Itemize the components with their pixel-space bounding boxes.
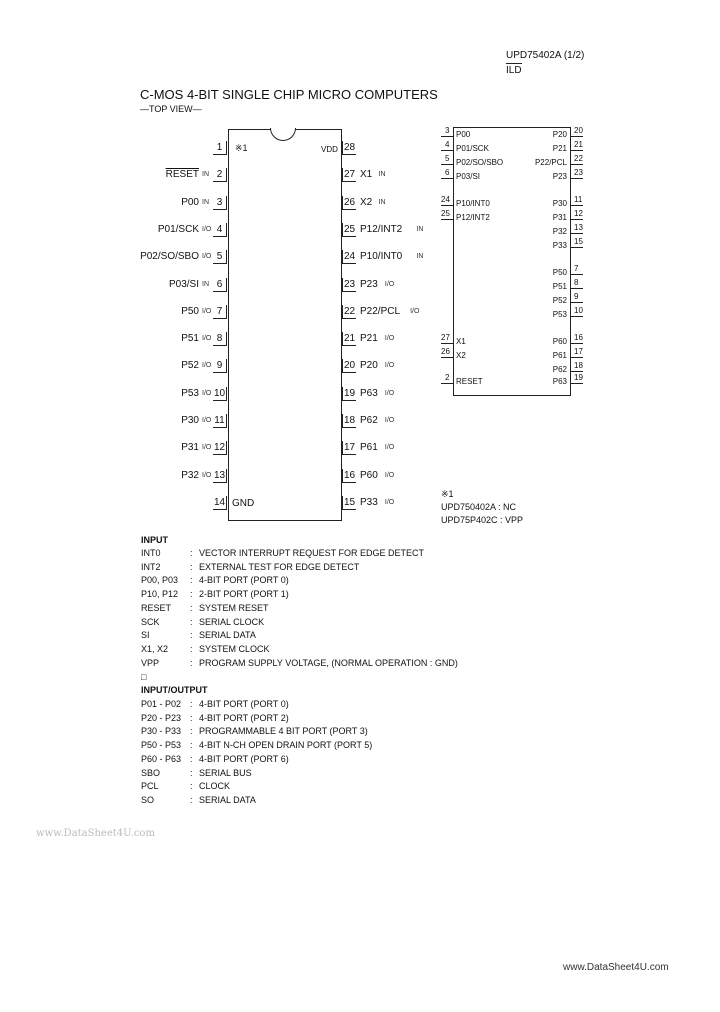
logic-pin-label: P01/SCK <box>456 144 489 153</box>
glossary-key: SI <box>141 630 150 641</box>
logic-pin-num: 8 <box>574 278 579 287</box>
chip-pin-dir: I/O <box>202 307 212 315</box>
logic-pin-label: P33 <box>552 241 567 250</box>
glossary-value: 4-BIT N-CH OPEN DRAIN PORT (PORT 5) <box>199 740 373 751</box>
logic-pin-num: 2 <box>445 373 450 382</box>
chip-pin-dir: I/O <box>410 307 420 315</box>
glossary-colon: : <box>190 630 193 641</box>
glossary-colon: : <box>190 575 193 586</box>
glossary-key: INT0 <box>141 548 161 558</box>
glossary-value: 4-BIT PORT (PORT 2) <box>199 712 289 723</box>
logic-pin-line <box>571 136 583 137</box>
logic-pin-line <box>571 316 583 317</box>
chip-pin-dir: IN <box>378 198 386 206</box>
logic-pin-label: X1 <box>456 337 466 346</box>
chip-pin-8: 8 <box>213 332 227 346</box>
chip-pin-dir: I/O <box>202 253 212 261</box>
logic-pin-line <box>571 371 583 372</box>
logic-pin-label: P62 <box>552 365 567 374</box>
part-sub: ILD <box>506 65 522 76</box>
chip-pin-dir: I/O <box>202 471 212 479</box>
logic-pin-num: 4 <box>445 140 450 149</box>
chip-pin-9: 9 <box>213 359 227 373</box>
glossary-value: 4-BIT PORT (PORT 0) <box>199 575 289 586</box>
glossary-colon: : <box>190 740 193 751</box>
logic-pin-line <box>441 136 453 137</box>
logic-pin-label: P50 <box>552 268 567 277</box>
logic-pin-line <box>571 233 583 234</box>
glossary-key: INT2 <box>141 561 161 572</box>
logic-pin-num: 26 <box>441 347 450 356</box>
chip-pin-dir: I/O <box>202 417 212 424</box>
logic-pin-num: 15 <box>574 237 583 246</box>
glossary-value: 2-BIT PORT (PORT 1) <box>199 589 289 600</box>
chip-pin-19: 19 <box>343 387 356 399</box>
chip-pin-20: 20 <box>343 360 356 372</box>
chip-pin-11: 11 <box>213 414 227 428</box>
chip-pin-10: 10 <box>213 387 226 399</box>
glossary-row <box>141 713 581 726</box>
glossary-row <box>141 768 581 781</box>
logic-pin-label: P10/INT0 <box>456 199 490 208</box>
glossary-colon: : <box>190 616 193 627</box>
logic-pin-label: RESET <box>456 377 483 386</box>
logic-pin-line <box>571 150 583 151</box>
chip-pin-label: X1 <box>360 169 373 181</box>
spacer-mark: □ <box>141 672 147 682</box>
glossary-row <box>141 575 581 588</box>
chip-pin-label: P50 <box>181 305 199 317</box>
glossary-row <box>141 726 581 739</box>
glossary-value: SERIAL DATA <box>199 794 256 805</box>
logic-pin-label: P32 <box>552 227 567 236</box>
chip-pin-16: 16 <box>343 469 356 481</box>
chip-pin-label: P51 <box>181 333 199 345</box>
logic-pin-label: P21 <box>552 144 567 153</box>
chip-pin-dir: IN <box>202 198 209 206</box>
logic-pin-line <box>571 247 583 248</box>
glossary-key: P10, P12 <box>141 589 179 600</box>
chip-pin-6: 6 <box>213 278 227 292</box>
logic-pin-num: 18 <box>574 361 583 370</box>
chip-pin-dir: I/O <box>202 335 212 343</box>
logic-pin-num: 22 <box>574 154 583 163</box>
glossary-value: SERIAL DATA <box>199 630 256 641</box>
glossary-row <box>141 630 581 643</box>
glossary-value: 4-BIT PORT (PORT 0) <box>199 699 289 709</box>
logic-pin-num: 17 <box>574 347 583 356</box>
logic-pin-num: 3 <box>445 126 450 135</box>
part-number: UPD75402A (1/2) <box>506 50 585 61</box>
chip-pin-label: P21 <box>360 333 378 345</box>
glossary-colon: : <box>190 794 193 805</box>
logic-pin-label: P60 <box>552 337 567 346</box>
glossary-colon: : <box>190 589 193 600</box>
pin1-note: ※1 <box>235 143 248 153</box>
chip-pin-label: X2 <box>360 196 373 208</box>
glossary-value: SYSTEM CLOCK <box>199 643 270 654</box>
logic-pin-line <box>441 150 453 151</box>
glossary-key: P00, P03 <box>141 575 179 586</box>
chip-pin-5: 5 <box>213 250 227 264</box>
logic-pin-line <box>571 288 583 289</box>
logic-pin-num: 27 <box>441 333 450 342</box>
logic-pin-line <box>441 164 453 165</box>
chip-pin-dir: I/O <box>202 225 212 233</box>
chip-pin-dir: I/O <box>384 362 395 370</box>
chip-pin-25: 25 <box>343 223 356 235</box>
glossary-row <box>141 603 581 616</box>
vdd-label: VDD <box>321 145 338 154</box>
chip-pin-label: P33 <box>360 496 378 508</box>
chip-pin-4: 4 <box>213 223 227 237</box>
glossary-colon: : <box>190 726 193 737</box>
glossary-key: X1, X2 <box>141 643 169 654</box>
chip-pin-label: P01/SCK <box>157 223 199 235</box>
chip-pin-dir: I/O <box>202 362 212 370</box>
logic-pin-line <box>571 343 583 344</box>
chip-pin-dir: I/O <box>384 444 395 452</box>
chip-pin-label: P23 <box>360 278 378 290</box>
note-mark: ※1 <box>441 489 454 499</box>
note-line1: UPD750402A : NC <box>441 502 517 512</box>
chip-pin-label: P20 <box>360 360 378 372</box>
logic-pin-line <box>571 357 583 358</box>
logic-pin-num: 9 <box>574 292 579 301</box>
glossary-key: SBO <box>141 767 161 778</box>
glossary-key: P01 - P02 <box>141 699 182 709</box>
glossary-row <box>141 589 581 602</box>
logic-pin-num: 21 <box>574 140 583 149</box>
chip-pin-label: P00 <box>181 196 199 208</box>
note-line2: UPD75P402C : VPP <box>441 515 524 525</box>
glossary-key: VPP <box>141 657 160 668</box>
watermark-mid: www.DataSheet4U.com <box>36 828 155 839</box>
chip-pin-label: P63 <box>360 387 378 399</box>
dip-package <box>228 129 342 521</box>
chip-pin-dir: IN <box>202 280 209 288</box>
glossary-colon: : <box>190 699 193 709</box>
glossary-value: CLOCK <box>199 781 231 792</box>
glossary-row <box>141 740 581 753</box>
watermark-foot: www.DataSheet4U.com <box>563 962 669 973</box>
chip-pin-26: 26 <box>343 196 356 208</box>
chip-pin-18: 18 <box>343 415 356 426</box>
chip-pin-dir: I/O <box>384 417 395 424</box>
glossary-value: PROGRAMMABLE 4 BIT PORT (PORT 3) <box>199 726 368 737</box>
chip-pin-label: P32 <box>181 469 199 481</box>
chip-pin-14: 14 <box>213 496 226 508</box>
glossary-key: SCK <box>141 616 160 627</box>
logic-pin-label: P61 <box>552 351 567 360</box>
glossary-colon: : <box>190 781 193 792</box>
logic-pin-line <box>441 383 453 384</box>
chip-pin-label: P30 <box>181 415 199 426</box>
glossary-key: RESET <box>141 602 172 613</box>
glossary-row <box>141 617 581 630</box>
page-title: C-MOS 4-BIT SINGLE CHIP MICRO COMPUTERS <box>140 87 438 102</box>
chip-pin-label: P60 <box>360 469 378 481</box>
glossary-key: P20 - P23 <box>141 712 182 723</box>
logic-pin-label: P00 <box>456 130 471 139</box>
glossary-value: 4-BIT PORT (PORT 6) <box>199 753 289 764</box>
logic-pin-line <box>441 219 453 220</box>
logic-pin-num: 25 <box>441 209 450 218</box>
logic-pin-label: P30 <box>552 199 567 208</box>
chip-pin-3: 3 <box>213 196 227 210</box>
logic-pin-num: 11 <box>574 195 583 204</box>
logic-pin-label: P23 <box>552 172 567 181</box>
logic-pin-line <box>571 205 583 206</box>
chip-pin-dir: I/O <box>202 389 212 397</box>
glossary-key: SO <box>141 794 155 805</box>
logic-pin-num: 7 <box>574 264 579 273</box>
logic-pin-num: 13 <box>574 223 583 232</box>
chip-pin-7: 7 <box>213 305 227 319</box>
logic-pin-line <box>441 343 453 344</box>
glossary-key: P50 - P53 <box>141 740 182 751</box>
logic-pin-num: 19 <box>574 373 583 382</box>
chip-pin-label: P62 <box>360 415 378 426</box>
logic-pin-line <box>441 205 453 206</box>
input-heading: INPUT <box>141 535 168 545</box>
logic-pin-num: 23 <box>574 168 583 177</box>
chip-pin-dir: I/O <box>202 444 212 452</box>
chip-pin-17: 17 <box>343 442 356 454</box>
logic-pin-line <box>571 302 583 303</box>
logic-pin-num: 6 <box>445 168 450 177</box>
logic-pin-label: P31 <box>552 213 567 222</box>
chip-pin-label: P61 <box>360 442 378 454</box>
chip-pin-13: 13 <box>213 469 226 481</box>
glossary-colon: : <box>190 548 193 558</box>
chip-pin-dir: IN <box>416 225 424 233</box>
chip-pin-dir: I/O <box>384 335 395 343</box>
chip-pin-label: P12/INT2 <box>360 223 403 235</box>
chip-pin-dir: I/O <box>384 471 395 479</box>
chip-pin-dir: IN <box>378 171 386 179</box>
glossary-key: P60 - P63 <box>141 753 182 764</box>
glossary-value: EXTERNAL TEST FOR EDGE DETECT <box>199 561 360 572</box>
chip-pin-21: 21 <box>343 333 356 345</box>
logic-pin-line <box>571 219 583 220</box>
chip-pin-15: 15 <box>343 496 356 508</box>
logic-pin-label: P02/SO/SBO <box>456 158 504 167</box>
glossary-colon: : <box>190 561 193 572</box>
glossary-row <box>141 548 581 561</box>
logic-pin-label: P22/PCL <box>534 158 567 167</box>
glossary-value: SERIAL CLOCK <box>199 616 265 627</box>
glossary-value: SERIAL BUS <box>199 767 252 778</box>
glossary-colon: : <box>190 602 193 613</box>
glossary-value: VECTOR INTERRUPT REQUEST FOR EDGE DETECT <box>199 548 425 558</box>
logic-pin-num: 5 <box>445 154 450 163</box>
glossary-row <box>141 781 581 794</box>
chip-pin-12: 12 <box>213 442 226 454</box>
logic-pin-num: 10 <box>574 306 583 315</box>
glossary-row <box>141 562 581 575</box>
logic-pin-label: P63 <box>552 377 567 386</box>
logic-pin-line <box>571 274 583 275</box>
logic-pin-label: P20 <box>552 130 567 139</box>
logic-pin-label: P03/SI <box>456 172 481 181</box>
glossary-colon: : <box>190 643 193 654</box>
chip-pin-label: P52 <box>181 360 199 372</box>
glossary-row <box>141 754 581 767</box>
glossary-colon: : <box>190 753 193 764</box>
glossary-colon: : <box>190 657 193 668</box>
chip-pin-label: P22/PCL <box>360 305 401 317</box>
glossary-colon: : <box>190 767 193 778</box>
logic-pin-num: 20 <box>574 126 583 135</box>
chip-pin-1: 1 <box>213 141 227 155</box>
chip-pin-dir: I/O <box>384 498 395 506</box>
logic-pin-num: 16 <box>574 333 583 342</box>
logic-pin-label: P12/INT2 <box>456 213 490 222</box>
logic-pin-line <box>441 357 453 358</box>
chip-pin-dir: I/O <box>384 280 395 288</box>
glossary-row <box>141 644 581 657</box>
chip-pin-dir: IN <box>202 171 209 179</box>
chip-pin-2: 2 <box>213 168 227 182</box>
logic-pin-line <box>571 178 583 179</box>
logic-pin-line <box>571 164 583 165</box>
logic-pin-label: X2 <box>456 351 466 360</box>
chip-pin-label: P10/INT0 <box>360 251 403 263</box>
chip-pin-label: P53 <box>181 387 199 399</box>
glossary-row <box>141 699 581 712</box>
gnd-label: GND <box>232 498 255 509</box>
logic-pin-line <box>441 178 453 179</box>
io-heading: INPUT/OUTPUT <box>141 685 208 695</box>
glossary-row <box>141 658 581 671</box>
chip-pin-label: P02/SO/SBO <box>140 251 199 263</box>
chip-pin-22: 22 <box>343 305 356 317</box>
chip-pin-28: 28 <box>343 142 356 153</box>
logic-pin-label: P51 <box>552 282 567 291</box>
chip-pin-dir: I/O <box>384 389 395 397</box>
glossary-row <box>141 795 581 808</box>
glossary-colon: : <box>190 712 193 723</box>
chip-pin-27: 27 <box>343 169 356 181</box>
logic-pin-line <box>571 383 583 384</box>
logic-pin-num: 24 <box>441 195 450 204</box>
chip-pin-label: P31 <box>181 442 199 454</box>
chip-pin-label: P03/SI <box>168 278 199 290</box>
chip-pin-24: 24 <box>343 251 356 263</box>
logic-pin-label: P52 <box>552 296 567 305</box>
glossary-value: SYSTEM RESET <box>199 602 269 613</box>
chip-pin-label: RESET <box>165 169 199 181</box>
glossary-key: P30 - P33 <box>141 726 182 737</box>
chip-pin-dir: IN <box>416 253 424 261</box>
subtitle: —TOP VIEW— <box>140 104 202 114</box>
glossary-key: PCL <box>141 781 159 792</box>
logic-pin-label: P53 <box>552 310 567 319</box>
logic-pin-num: 12 <box>574 209 583 218</box>
glossary-value: PROGRAM SUPPLY VOLTAGE, (NORMAL OPERATION : GND) <box>199 657 458 668</box>
chip-pin-23: 23 <box>343 278 356 290</box>
